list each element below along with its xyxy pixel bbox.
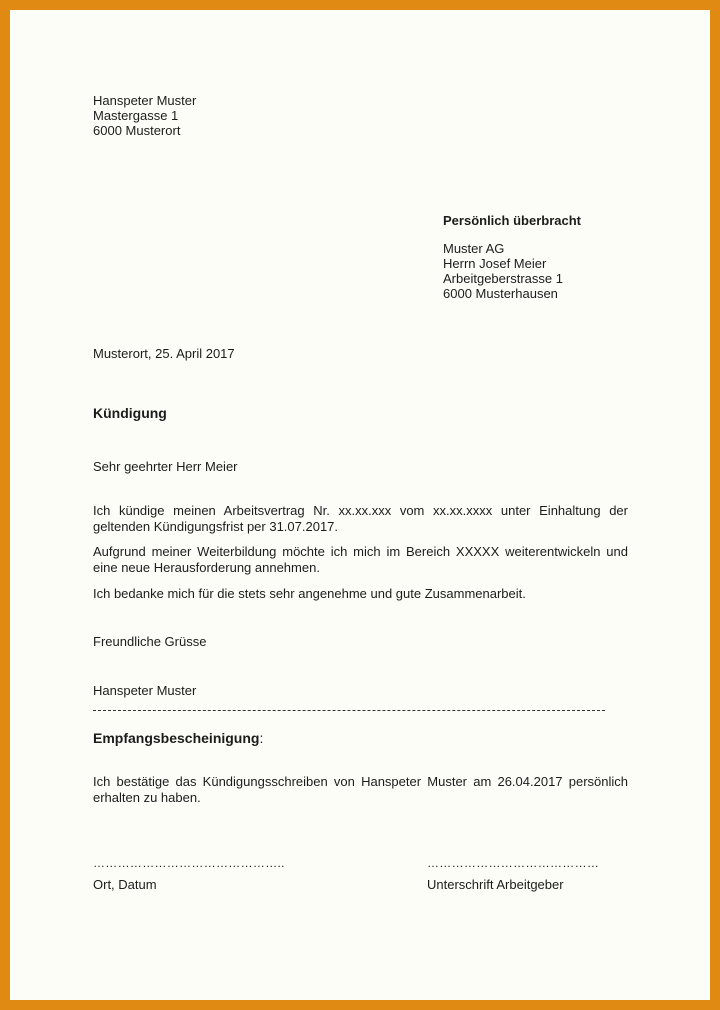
paragraph-3: Ich bedanke mich für die stets sehr angenehme und gute Zusammenarbeit. [93, 586, 526, 601]
sender-address [93, 93, 196, 138]
signature-line: …………………………………… [427, 856, 600, 870]
cut-line [93, 710, 605, 711]
recipient-street: Arbeitgeberstrasse 1 [443, 271, 563, 286]
letter-page [10, 10, 710, 1000]
salutation: Sehr geehrter Herr Meier [93, 459, 238, 474]
employer-signature-label: Unterschrift Arbeitgeber [427, 877, 564, 892]
subject-heading: Kündigung [93, 405, 167, 421]
delivery-note: Persönlich überbracht [443, 213, 581, 228]
recipient-address [443, 213, 581, 301]
sender-city: 6000 Musterort [93, 123, 181, 138]
signature-name: Hanspeter Muster [93, 683, 197, 698]
receipt-heading [93, 730, 263, 746]
paragraph-2: Aufgrund meiner Weiterbildung möchte ich mich im Bereich XXXXX weiterentwickeln und eine neue Herausforderung annehmen. [93, 544, 628, 575]
closing: Freundliche Grüsse [93, 634, 207, 649]
location-date-label: Ort, Datum [93, 877, 157, 892]
receipt-text: Ich bestätige das Kündigungsschreiben von Hanspeter Muster am 26.04.2017 persönlich erhalten zu haben. [93, 774, 628, 805]
recipient-city: 6000 Musterhausen [443, 286, 558, 301]
receipt-title-suffix: : [259, 730, 264, 746]
place-date: Musterort, 25. April 2017 [93, 346, 235, 361]
sender-name: Hanspeter Muster [93, 93, 197, 108]
receipt-title: Empfangsbescheinigung [93, 730, 260, 746]
recipient-company: Muster AG [443, 241, 505, 256]
recipient-person: Herrn Josef Meier [443, 256, 547, 271]
location-date-line: ……………………………………….. [93, 856, 285, 870]
sender-street: Mastergasse 1 [93, 108, 179, 123]
paragraph-1: Ich kündige meinen Arbeitsvertrag Nr. xx.xx.xxx vom xx.xx.xxxx unter Einhaltung der geltenden Kündigungsfrist per 31.07.2017. [93, 503, 628, 534]
